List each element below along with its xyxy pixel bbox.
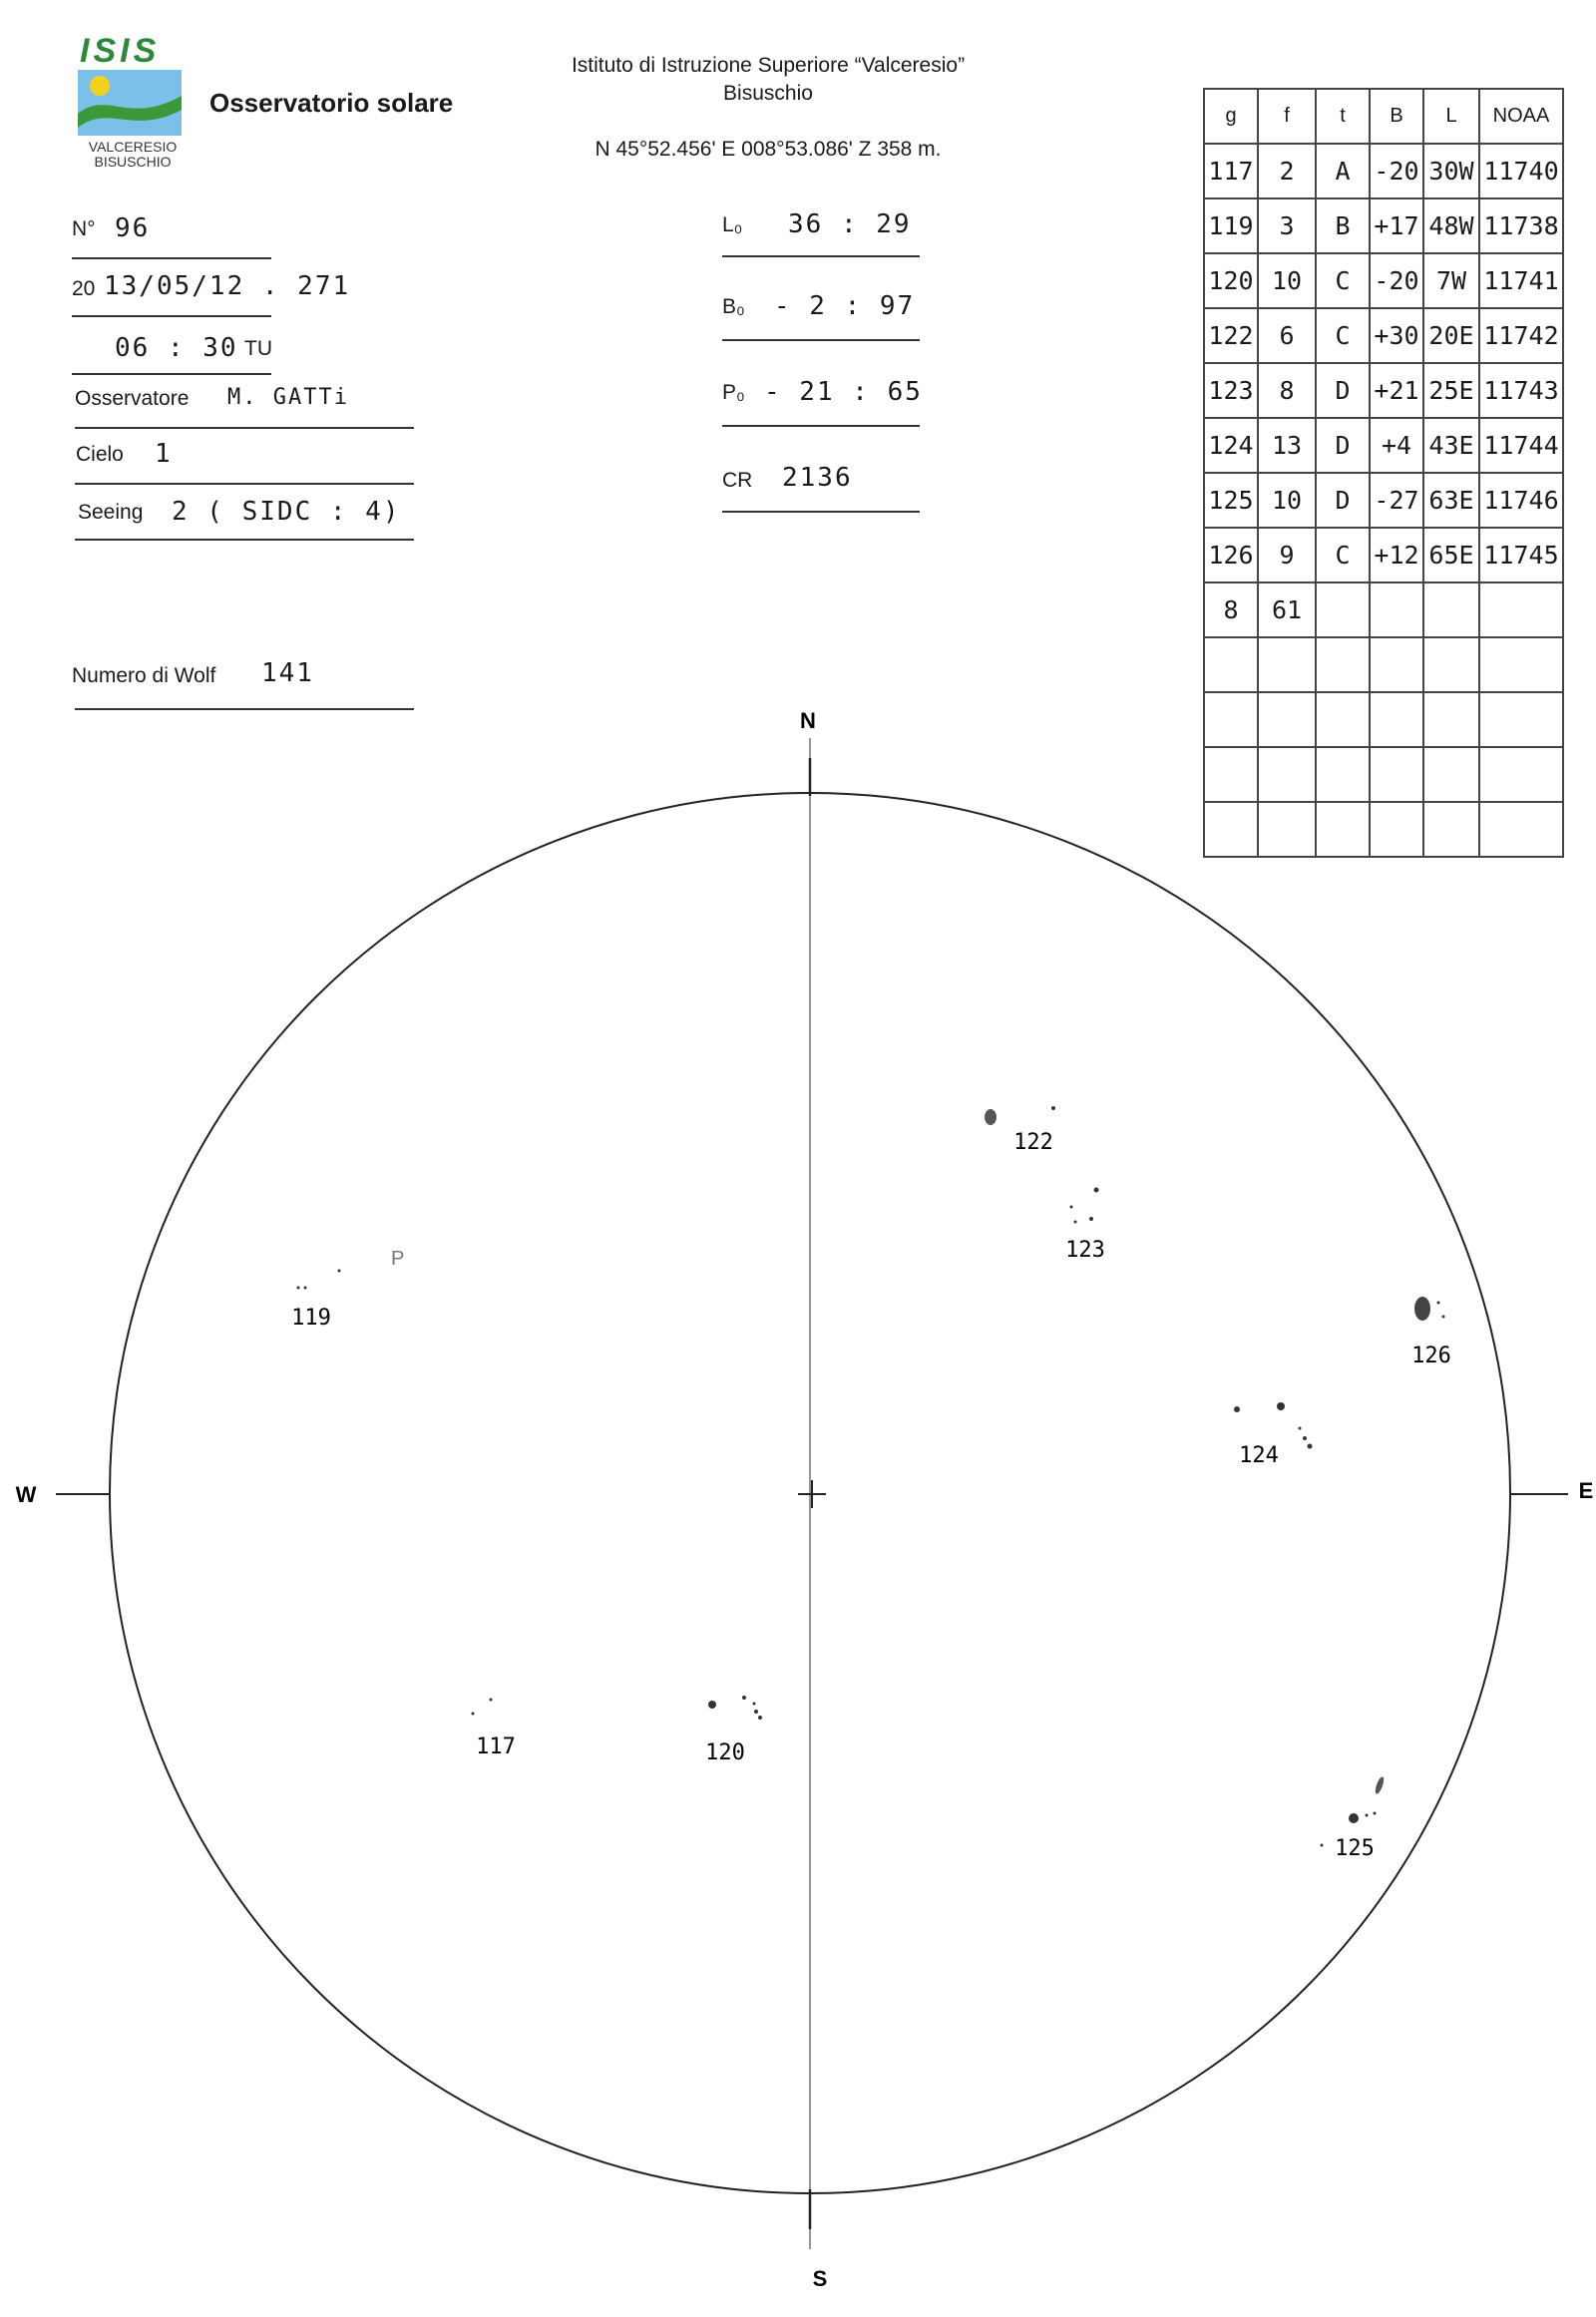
table-cell-t: A xyxy=(1316,144,1370,198)
sunspot-122-b xyxy=(1051,1106,1055,1110)
table-cell-t: C xyxy=(1316,528,1370,582)
sunspot-124-a xyxy=(1234,1406,1240,1412)
table-cell-noaa: 11742 xyxy=(1479,308,1563,363)
sunspot-126-b xyxy=(1437,1302,1440,1305)
north-label: N xyxy=(800,708,816,733)
l0-label: L₀ xyxy=(722,213,743,236)
table-cell-b: +21 xyxy=(1370,363,1423,418)
group-label-120: 120 xyxy=(705,1740,745,1765)
table-cell-g: 117 xyxy=(1204,144,1258,198)
table-cell-f: 9 xyxy=(1258,528,1316,582)
institute-header xyxy=(489,52,1047,108)
table-cell-b: +30 xyxy=(1370,308,1423,363)
table-cell-noaa: 11740 xyxy=(1479,144,1563,198)
sunspot-126-c xyxy=(1442,1316,1445,1319)
table-cell-f: 6 xyxy=(1258,308,1316,363)
table-cell-b: -20 xyxy=(1370,144,1423,198)
table-header-b: B xyxy=(1370,89,1423,144)
table-row xyxy=(1204,582,1563,637)
seeing-value: 2 ( SIDC : 4) xyxy=(172,497,401,527)
group-label-119: 119 xyxy=(291,1306,331,1331)
table-cell-t xyxy=(1316,582,1370,637)
table-cell-g: 123 xyxy=(1204,363,1258,418)
table-cell-g: 125 xyxy=(1204,473,1258,528)
table-cell-l: 25E xyxy=(1423,363,1479,418)
sunspot-122-a xyxy=(985,1109,997,1125)
sunspot-124-b xyxy=(1277,1402,1285,1410)
table-cell-b xyxy=(1370,582,1423,637)
p0-value: - 21 : 65 xyxy=(764,377,923,407)
sunspot-120-e xyxy=(758,1716,762,1720)
logo-wordmark: ISIS xyxy=(80,32,161,70)
logo-subtitle-line1: VALCERESIO xyxy=(88,139,178,155)
seeing-underline xyxy=(75,539,414,541)
group-label-124: 124 xyxy=(1239,1443,1279,1468)
cr-label: CR xyxy=(722,469,753,492)
b0-underline xyxy=(722,339,920,341)
date-underline xyxy=(72,315,271,317)
table-cell-l: 7W xyxy=(1423,253,1479,308)
table-header-f: f xyxy=(1258,89,1316,144)
table-header-g: g xyxy=(1204,89,1258,144)
table-header-l: L xyxy=(1423,89,1479,144)
seeing-label: Seeing xyxy=(78,501,144,524)
sunspot-120-b xyxy=(742,1696,746,1700)
sunspot-117-a xyxy=(472,1713,475,1716)
table-cell-t: D xyxy=(1316,418,1370,473)
p-mark: P xyxy=(391,1248,405,1270)
table-row xyxy=(1204,253,1563,308)
east-label: E xyxy=(1578,1478,1594,1503)
sunspots xyxy=(297,1106,1445,1847)
table-cell-noaa: 11745 xyxy=(1479,528,1563,582)
table-cell-noaa: 11746 xyxy=(1479,473,1563,528)
table-cell-t: C xyxy=(1316,253,1370,308)
table-header-t: t xyxy=(1316,89,1370,144)
sunspot-124-d xyxy=(1303,1436,1307,1440)
table-cell-b: +4 xyxy=(1370,418,1423,473)
group-label-122: 122 xyxy=(1013,1130,1053,1155)
table-row xyxy=(1204,308,1563,363)
table-cell-f: 3 xyxy=(1258,198,1316,253)
sunspot-123-c xyxy=(1089,1217,1093,1221)
table-cell-b: +17 xyxy=(1370,198,1423,253)
cr-value: 2136 xyxy=(782,463,853,493)
sunspot-117-b xyxy=(490,1699,493,1702)
l0-value: 36 : 29 xyxy=(788,209,912,239)
sunspot-126-a xyxy=(1414,1297,1430,1321)
logo-subtitle-line2: BISUSCHIO xyxy=(94,154,172,170)
sunspot-123-b xyxy=(1070,1206,1073,1209)
table-cell-l xyxy=(1423,582,1479,637)
table-row xyxy=(1204,473,1563,528)
observer-underline xyxy=(75,427,414,429)
p0-label: P₀ xyxy=(722,381,745,404)
cr-underline xyxy=(722,511,920,513)
number-underline xyxy=(72,257,271,259)
number-label: N° xyxy=(72,217,96,240)
p0-underline xyxy=(722,425,920,427)
wolf-value: 141 xyxy=(261,658,314,688)
institute-name: Istituto di Istruzione Superiore “Valceresio” xyxy=(571,54,966,77)
sunspot-120-d xyxy=(754,1710,758,1714)
table-cell-noaa xyxy=(1479,582,1563,637)
table-row xyxy=(1204,528,1563,582)
sunspot-119-a xyxy=(297,1287,300,1290)
logo-subtitle xyxy=(78,140,188,170)
table-cell-g: 8 xyxy=(1204,582,1258,637)
wolf-label: Numero di Wolf xyxy=(72,664,216,687)
observatory-coordinates: N 45°52.456' E 008°53.086' Z 358 m. xyxy=(595,138,942,161)
table-cell-noaa: 11741 xyxy=(1479,253,1563,308)
group-label-125: 125 xyxy=(1335,1836,1375,1861)
date-value: 13/05/12 . 271 xyxy=(104,271,351,301)
table-cell-l: 63E xyxy=(1423,473,1479,528)
logo-emblem-icon xyxy=(78,70,182,136)
table-cell-l: 20E xyxy=(1423,308,1479,363)
table-cell-g: 120 xyxy=(1204,253,1258,308)
table-cell-l: 65E xyxy=(1423,528,1479,582)
table-cell-g: 126 xyxy=(1204,528,1258,582)
table-cell-b: +12 xyxy=(1370,528,1423,582)
table-cell-l: 30W xyxy=(1423,144,1479,198)
table-cell-t: B xyxy=(1316,198,1370,253)
sky-value: 1 xyxy=(155,439,173,469)
sunspot-123-a xyxy=(1094,1188,1099,1193)
table-cell-g: 122 xyxy=(1204,308,1258,363)
l0-underline xyxy=(722,255,920,257)
sunspot-119-c xyxy=(338,1270,341,1273)
table-cell-f: 8 xyxy=(1258,363,1316,418)
table-cell-t: D xyxy=(1316,473,1370,528)
group-label-123: 123 xyxy=(1065,1238,1105,1263)
table-cell-b: -20 xyxy=(1370,253,1423,308)
page-title: Osservatorio solare xyxy=(209,88,454,118)
observer-value: M. GATTi xyxy=(227,385,349,410)
table-cell-noaa: 11738 xyxy=(1479,198,1563,253)
table-cell-l: 43E xyxy=(1423,418,1479,473)
number-value: 96 xyxy=(115,213,151,243)
table-cell-f: 13 xyxy=(1258,418,1316,473)
table-header-noaa: NOAA xyxy=(1479,89,1563,144)
solar-disk-drawing xyxy=(0,678,1596,2314)
south-label: S xyxy=(812,2266,828,2291)
b0-value: - 2 : 97 xyxy=(774,291,916,321)
table-cell-noaa: 11744 xyxy=(1479,418,1563,473)
sunspot-123-d xyxy=(1074,1221,1077,1224)
b0-label: B₀ xyxy=(722,295,745,318)
table-cell-f: 10 xyxy=(1258,253,1316,308)
table-row xyxy=(1204,144,1563,198)
sunspot-120-a xyxy=(708,1701,716,1709)
sunspot-125-c xyxy=(1366,1814,1369,1817)
table-header-row xyxy=(1204,89,1563,144)
time-value: 06 : 30 xyxy=(115,333,238,363)
sky-underline xyxy=(75,483,414,485)
sunspot-120-c xyxy=(753,1703,756,1706)
table-cell-b: -27 xyxy=(1370,473,1423,528)
time-underline xyxy=(72,373,271,375)
table-cell-t: C xyxy=(1316,308,1370,363)
table-cell-g: 124 xyxy=(1204,418,1258,473)
table-cell-f: 10 xyxy=(1258,473,1316,528)
west-label: W xyxy=(15,1482,37,1507)
sunspot-125-a xyxy=(1374,1776,1386,1795)
sunspot-125-d xyxy=(1374,1812,1377,1815)
table-row xyxy=(1204,418,1563,473)
group-label-117: 117 xyxy=(476,1735,516,1759)
table-cell-noaa: 11743 xyxy=(1479,363,1563,418)
sunspot-124-e xyxy=(1308,1444,1313,1449)
date-prefix: 20 xyxy=(72,277,96,300)
table-cell-f: 61 xyxy=(1258,582,1316,637)
group-label-126: 126 xyxy=(1411,1344,1451,1368)
sky-label: Cielo xyxy=(76,443,124,466)
observer-label: Osservatore xyxy=(75,387,190,410)
institute-town: Bisuschio xyxy=(723,82,813,105)
sunspot-125-e xyxy=(1321,1844,1324,1847)
sunspot-124-c xyxy=(1299,1427,1302,1430)
sunspot-125-b xyxy=(1349,1813,1359,1823)
sunspot-119-b xyxy=(304,1287,307,1290)
table-row xyxy=(1204,198,1563,253)
table-cell-t: D xyxy=(1316,363,1370,418)
table-cell-f: 2 xyxy=(1258,144,1316,198)
table-cell-l: 48W xyxy=(1423,198,1479,253)
time-suffix: TU xyxy=(244,337,272,360)
table-row xyxy=(1204,363,1563,418)
table-cell-g: 119 xyxy=(1204,198,1258,253)
